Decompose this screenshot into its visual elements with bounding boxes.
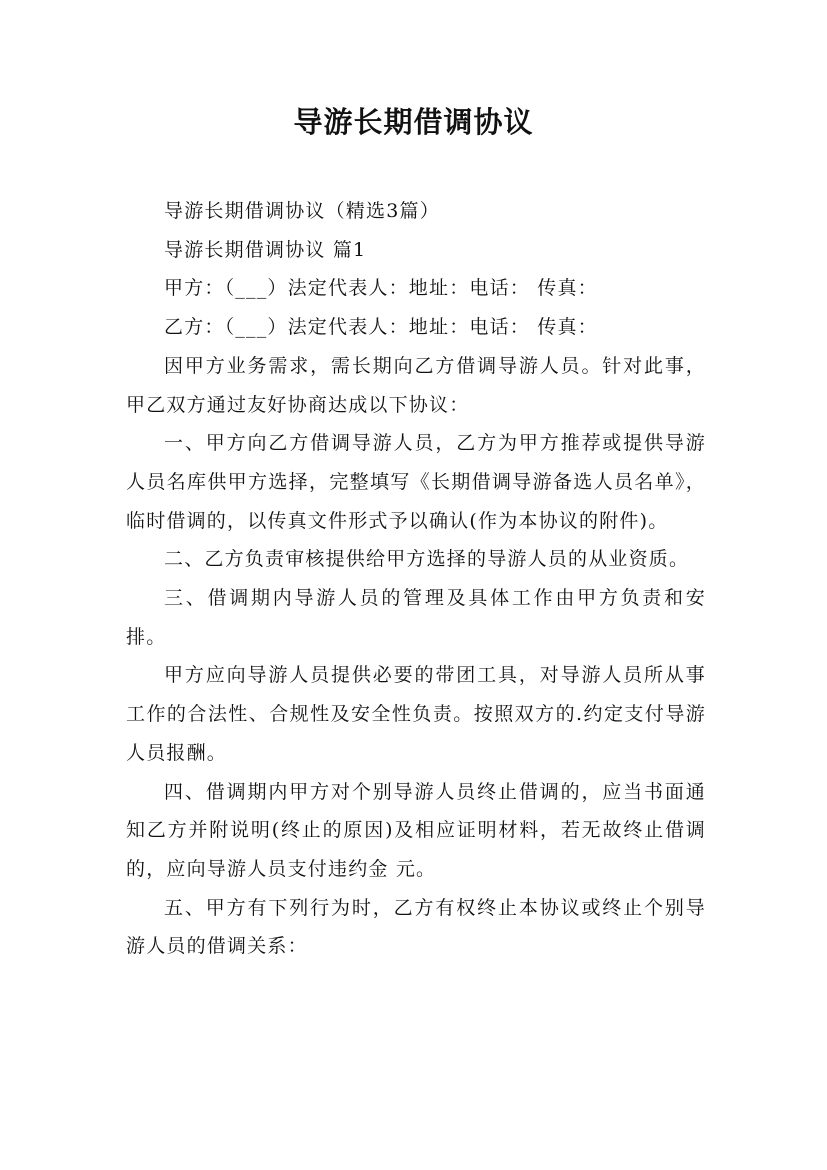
document-title: 导游长期借调协议 — [293, 105, 534, 139]
paragraph-clause-1: 一、甲方向乙方借调导游人员，乙方为甲方推荐或提供导游人员名库供甲方选择，完整填写《长期借调导游备选人员名单》，临时借调的，以传真文件形式予以确认(作为本协议的附件)。 — [126, 432, 706, 532]
paragraph-clause-3: 三、借调期内导游人员的管理及具体工作由甲方负责和安排。 — [126, 587, 706, 648]
paragraph-subtitle: 导游长期借调协议（精选3篇） — [164, 200, 440, 222]
paragraph-clause-4: 四、借调期内甲方对个别导游人员终止借调的，应当书面通知乙方并附说明(终止的原因)及相应证明材料，若无故终止借调的，应向导游人员支付违约金 元。 — [126, 780, 706, 880]
document-body — [126, 192, 706, 966]
paragraph-clause-2: 二、乙方负责审核提供给甲方选择的导游人员的从业资质。 — [164, 548, 690, 571]
paragraph-clause-5: 五、甲方有下列行为时，乙方有权终止本协议或终止个别导游人员的借调关系： — [126, 896, 706, 958]
paragraph-section-heading: 导游长期借调协议 篇1 — [164, 238, 367, 261]
paragraph-preamble: 因甲方业务需求，需长期向乙方借调导游人员。针对此事，甲乙双方通过友好协商达成以下协议： — [126, 354, 706, 416]
paragraph-party-a: 甲方：（___）法定代表人：地址：电话： 传真： — [164, 277, 598, 300]
paragraph-party-b: 乙方：（___）法定代表人：地址：电话： 传真： — [164, 316, 598, 339]
paragraph-clause-3-detail: 甲方应向导游人员提供必要的带团工具，对导游人员所从事工作的合法性、合规性及安全性负责。按照双方的.约定支付导游人员报酬。 — [126, 664, 706, 764]
